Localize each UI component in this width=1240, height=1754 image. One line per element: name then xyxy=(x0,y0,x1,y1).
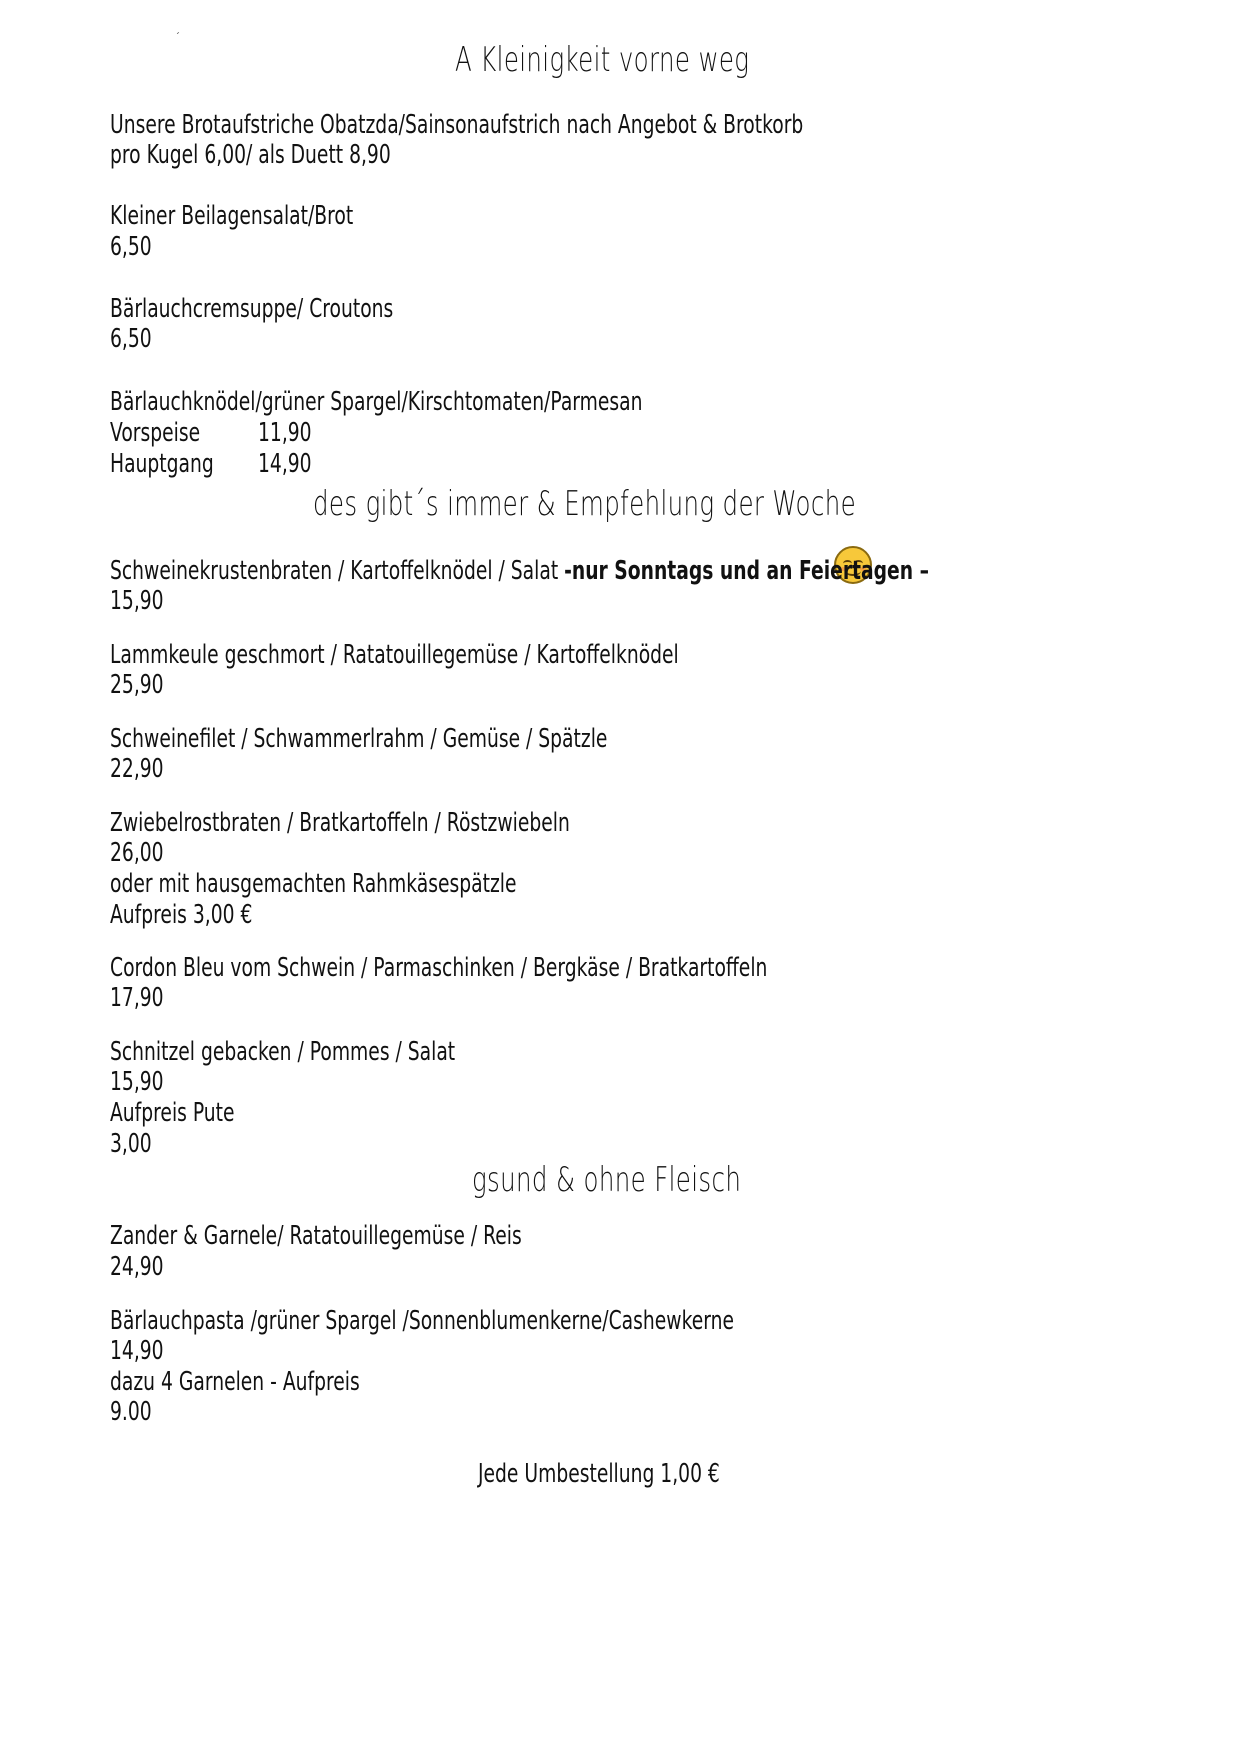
footer-note xyxy=(478,1457,814,1491)
menu-item-pasta-name xyxy=(110,1304,977,1338)
menu-item-knoedel-name xyxy=(110,385,850,419)
menu-item-cordon-name xyxy=(110,951,1023,985)
menu-item-zander-price xyxy=(110,1250,184,1284)
schnitzel-price: 15,90 xyxy=(110,1067,164,1097)
schnitzel-option: Aufpreis Pute xyxy=(110,1098,235,1128)
vorspeise-label: Vorspeise xyxy=(110,418,201,448)
menu-item-brot-price xyxy=(110,138,500,172)
salat-price: 6,50 xyxy=(110,232,152,262)
pasta-surcharge: 9.00 xyxy=(110,1397,152,1427)
menu-item-schnitzel-price xyxy=(110,1065,184,1099)
menu-item-zwiebel-option xyxy=(110,867,675,901)
lamm-name: Lammkeule geschmort / Ratatouillegemüse / Kartoffelknödel xyxy=(110,640,679,670)
menu-item-schnitzel-surcharge xyxy=(110,1127,168,1161)
section-heading-veg xyxy=(472,1160,846,1200)
zwiebel-price: 26,00 xyxy=(110,838,164,868)
section-heading-starters-text: A Kleinigkeit vorne weg xyxy=(455,40,750,80)
zwiebel-name: Zwiebelrostbraten / Bratkartoffeln / Röstzwiebeln xyxy=(110,808,570,838)
schnitzel-name: Schnitzel gebacken / Pommes / Salat xyxy=(110,1037,456,1067)
vorspeise-price: 11,90 xyxy=(258,418,312,448)
salat-name: Kleiner Beilagensalat/Brot xyxy=(110,201,354,231)
pasta-name: Bärlauchpasta /grüner Spargel /Sonnenblumenkerne/Cashewkerne xyxy=(110,1306,735,1336)
zwiebel-surcharge: Aufpreis 3,00 € xyxy=(110,900,253,930)
filet-price: 22,90 xyxy=(110,754,164,784)
section-heading-main-text: des gibt´s immer & Empfehlung der Woche xyxy=(313,484,857,524)
menu-item-filet-price xyxy=(110,752,184,786)
section-heading-main xyxy=(313,484,1067,524)
hauptgang-price: 14,90 xyxy=(258,449,312,479)
menu-item-knoedel-hauptgang xyxy=(110,447,510,481)
menu-item-pasta-option xyxy=(110,1365,457,1399)
knoedel-name: Bärlauchknödel/grüner Spargel/Kirschtomaten/Parmesan xyxy=(110,387,643,417)
menu-item-krusten-name xyxy=(110,554,1240,588)
zander-name: Zander & Garnele/ Ratatouillegemüse / Reis xyxy=(110,1221,522,1251)
menu-item-zwiebel-price xyxy=(110,836,184,870)
menu-item-pasta-price xyxy=(110,1334,184,1368)
pasta-price: 14,90 xyxy=(110,1336,164,1366)
menu-item-knoedel-vorspeise xyxy=(110,416,510,450)
menu-item-filet-name xyxy=(110,722,801,756)
zander-price: 24,90 xyxy=(110,1252,164,1282)
hauptgang-label: Hauptgang xyxy=(110,449,214,479)
pasta-option: dazu 4 Garnelen - Aufpreis xyxy=(110,1367,360,1397)
section-heading-starters xyxy=(455,40,864,80)
section-heading-veg-text: gsund & ohne Fleisch xyxy=(472,1160,742,1200)
menu-item-zwiebel-name xyxy=(110,806,749,840)
filet-name: Schweinefilet / Schwammerlrahm / Gemüse / Spätzle xyxy=(110,724,608,754)
menu-item-salat-price xyxy=(110,230,168,264)
menu-item-schnitzel-option xyxy=(110,1096,283,1130)
menu-item-lamm-price xyxy=(110,668,184,702)
zwiebel-option: oder mit hausgemachten Rahmkäsespätzle xyxy=(110,869,517,899)
lamm-price: 25,90 xyxy=(110,670,164,700)
menu-item-lamm-name xyxy=(110,638,900,672)
menu-item-pasta-surcharge xyxy=(110,1395,168,1429)
menu-item-schnitzel-name xyxy=(110,1035,589,1069)
krusten-price: 15,90 xyxy=(110,586,164,616)
schnitzel-surcharge: 3,00 xyxy=(110,1129,152,1159)
brot-line-2: pro Kugel 6,00/ als Duett 8,90 xyxy=(110,140,391,170)
cordon-price: 17,90 xyxy=(110,983,164,1013)
menu-item-cordon-price xyxy=(110,981,184,1015)
brot-line-1: Unsere Brotaufstriche Obatzda/Sainsonaufstrich nach Angebot & Brotkorb xyxy=(110,110,804,140)
cordon-name: Cordon Bleu vom Schwein / Parmaschinken / Bergkäse / Bratkartoffeln xyxy=(110,953,768,983)
menu-item-suppe-price xyxy=(110,322,168,356)
menu-item-zander-name xyxy=(110,1219,682,1253)
menu-item-zwiebel-surcharge xyxy=(110,898,308,932)
krusten-note: -nur Sonntags und an Feiertagen – xyxy=(564,556,929,586)
menu-item-suppe-name xyxy=(110,292,503,326)
menu-item-krusten-price xyxy=(110,584,184,618)
suppe-price: 6,50 xyxy=(110,324,152,354)
krusten-name: Schweinekrustenbraten / Kartoffelknödel / Salat xyxy=(110,556,565,586)
footer-note-text: Jede Umbestellung 1,00 € xyxy=(478,1459,720,1489)
suppe-name: Bärlauchcremsuppe/ Croutons xyxy=(110,294,394,324)
menu-item-brot-description xyxy=(110,108,1073,142)
stray-mark: ´ xyxy=(175,32,180,43)
menu-item-salat-name xyxy=(110,199,448,233)
